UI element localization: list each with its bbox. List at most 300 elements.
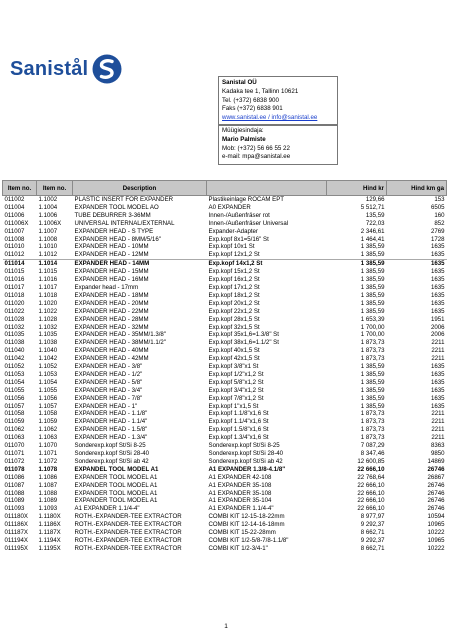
cell-price: 22 666,10 [357, 481, 385, 489]
cell-item-no-2: 1.1078 [38, 465, 58, 473]
cell-item-no-2: 1.1057 [38, 402, 58, 410]
cell-item-no-2: 1.1006X [38, 219, 62, 227]
cell-price: 1 385,59 [360, 378, 385, 386]
cell-description: EXPANDER HEAD - 32MM [74, 323, 149, 331]
cell-description-de: Exp.kopf 12x1,2 St [208, 251, 260, 259]
cell-description-de: Exp.kopf 1/2"x1,2 St [208, 370, 264, 378]
cell-description: EXPANDER HEAD - 5/8" [74, 378, 143, 386]
cell-description: EXPANDER HEAD - 20MM [74, 299, 149, 307]
cell-description: EXPANDER TOOL MODEL A1 [74, 489, 158, 497]
cell-item-no-2: 1.1017 [38, 283, 58, 291]
header-price: Hind kr [327, 181, 387, 196]
cell-description: EXPANDER HEAD - 42MM [74, 355, 149, 363]
cell-price: 8 662,71 [360, 529, 385, 537]
cell-item-no: 011195X [4, 544, 28, 552]
table-row [3, 243, 447, 251]
cell-price-vat: 1635 [430, 370, 445, 378]
cell-price: 12 600,85 [357, 457, 385, 465]
cell-price-vat: 1635 [430, 243, 445, 251]
cell-item-no: 011088 [4, 489, 25, 497]
cell-item-no: 011002 [4, 196, 25, 203]
cell-price-vat: 6505 [430, 203, 445, 211]
cell-description-de: Exp.kopf 28x1,5 St [208, 315, 260, 323]
table-row [3, 260, 447, 268]
cell-description: EXPANDER HEAD - 7/8" [74, 394, 143, 402]
cell-price-vat: 1635 [430, 299, 445, 307]
cell-price: 8 347,46 [360, 450, 385, 457]
cell-description: EXPANDER HEAD - 22MM [74, 307, 149, 315]
cell-price: 1 464,41 [360, 235, 385, 243]
cell-description: EXPANDER HEAD - 3/4" [74, 386, 143, 394]
cell-item-no: 011063 [4, 434, 25, 442]
cell-price-vat: 2006 [430, 331, 445, 339]
cell-item-no: 011087 [4, 481, 25, 489]
cell-item-no-2: 1.1015 [38, 268, 58, 276]
cell-description: EXPANDER TOOL MODEL A1 [74, 481, 158, 489]
cell-description: EXPANDER TOOL MODEL A1 [74, 497, 158, 505]
cell-description-de: Sonderexp.kopf St/Si 8-25 [208, 442, 280, 450]
table-row [3, 490, 447, 498]
cell-description: EXPANDER HEAD - 1/2" [74, 370, 143, 378]
header-description-de [207, 181, 327, 196]
cell-item-no-2: 1.1012 [38, 251, 58, 259]
cell-description-de: COMBI KIT 1/2-5/8-7/8-1.1/8" [208, 536, 289, 544]
cell-item-no-2: 1.1035 [38, 331, 58, 339]
cell-description-de: Exp.kopf 1.1/4"x1,6 St [208, 418, 269, 426]
table-row [3, 497, 447, 505]
cell-description-de: Exp.kopf 40x1,5 St [208, 347, 260, 355]
cell-item-no-2: 1.1086 [38, 473, 58, 481]
cell-description-de: Exp.kopf 1.5/8"x1,6 St [208, 426, 269, 434]
cell-item-no: 011187X [4, 529, 28, 537]
cell-description-de: Exp.kopf 3/8"x1 St [208, 363, 259, 371]
table-row [3, 268, 447, 276]
cell-item-no-2: 1.1070 [38, 442, 58, 450]
cell-item-no: 011093 [4, 505, 25, 513]
cell-price-vat: 1635 [430, 276, 445, 284]
cell-description: Sonderexp.kopf St/Si 28-40 [74, 450, 150, 457]
cell-item-no-2: 1.1194X [38, 536, 61, 544]
cell-price: 135,59 [365, 211, 385, 219]
cell-price: 2 346,61 [360, 227, 385, 235]
cell-description-de: COMBI KIT 12-14-16-18mm [208, 521, 285, 529]
table-header-row [3, 181, 447, 196]
sales-rep-name: Mario Palmiste [222, 135, 266, 143]
cell-item-no-2: 1.1032 [38, 323, 58, 331]
cell-description-de: A1 EXPANDER 35-108 [208, 489, 272, 497]
cell-description-de: Exp.kopf 7/8"x1,2 St [208, 394, 264, 402]
cell-item-no-2: 1.1022 [38, 307, 58, 315]
cell-price: 1 385,59 [327, 260, 387, 268]
cell-description-de: Innen-/Außenfräser Universal [208, 219, 289, 227]
cell-price-vat: 1728 [430, 235, 445, 243]
cell-description-de: Exp.kopf 35x1,6=1.3/8" St [208, 331, 279, 339]
table-row [3, 300, 447, 308]
cell-item-no-2: 1.1187X [38, 529, 61, 537]
cell-description: ROTH.-EXPANDER-TEE EXTRACTOR [74, 544, 182, 552]
table-row [3, 403, 447, 411]
cell-item-no: 011017 [4, 283, 25, 291]
cell-price: 1 385,59 [360, 394, 385, 402]
cell-description-de: Exp.kopf 16x1,2 St [208, 276, 260, 284]
cell-item-no: 011071 [4, 450, 25, 457]
cell-item-no-2: 1.1089 [38, 497, 58, 505]
cell-price: 1 385,59 [360, 307, 385, 315]
cell-description: Sonderexp.kopf St/Si 8-25 [74, 442, 146, 450]
cell-description-de: Exp.kopf 1.1/8"x1,6 St [208, 410, 269, 418]
cell-description-de: Exp.kopf 3/4"x1,2 St [208, 386, 264, 394]
cell-price-vat: 10594 [427, 513, 445, 521]
cell-price-vat: 26746 [427, 465, 445, 473]
cell-price: 1 873,73 [360, 339, 385, 347]
table-row [3, 228, 447, 236]
cell-price-vat: 2211 [431, 418, 445, 426]
table-row [3, 474, 447, 482]
cell-price: 1 385,59 [360, 370, 385, 378]
cell-item-no-2: 1.1020 [38, 299, 58, 307]
cell-description: A1 EXPANDER 1.1/4-4" [74, 505, 140, 513]
cell-price: 1 873,73 [360, 426, 385, 434]
cell-description: ROTH.-EXPANDER-TEE EXTRACTOR [74, 513, 182, 521]
cell-item-no-2: 1.1062 [38, 426, 58, 434]
cell-price-vat: 1635 [430, 291, 445, 299]
cell-item-no: 011004 [4, 203, 25, 211]
cell-description-de: Exp.kopf 14x1,2 St [207, 260, 327, 268]
cell-description-de: Exp.kopf 38x1,6=1.1/2" St [208, 339, 279, 347]
cell-item-no: 011089 [4, 497, 25, 505]
company-name: Sanistal OÜ [222, 79, 257, 86]
cell-description-de: Innen-/Außenfräser rot [208, 211, 270, 219]
cell-item-no-2: 1.1014 [37, 260, 73, 268]
cell-description-de: Exp.kopf 32x1,5 St [208, 323, 260, 331]
cell-item-no: 011040 [4, 347, 25, 355]
company-address: Kadaka tee 1, Tallinn 10621 [222, 87, 299, 95]
cell-price-vat: 1635 [430, 283, 445, 291]
cell-description: EXPANDER HEAD - 1.1/4" [74, 418, 148, 426]
cell-item-no: 011014 [3, 260, 37, 268]
cell-price: 1 385,59 [360, 283, 385, 291]
cell-item-no-2: 1.1040 [38, 347, 58, 355]
cell-description-de: A0 EXPANDER [208, 203, 251, 211]
cell-item-no-2: 1.1018 [38, 291, 58, 299]
cell-item-no-2: 1.1053 [38, 370, 58, 378]
sales-rep-mobile: Mob: (+372) 56 66 55 22 [222, 144, 290, 152]
sanistal-s-mark-icon [92, 54, 122, 84]
company-logo [10, 54, 122, 84]
cell-item-no-2: 1.1059 [38, 418, 58, 426]
cell-description: EXPANDER HEAD - 15MM [74, 268, 149, 276]
cell-price-vat: 1635 [430, 378, 445, 386]
cell-price-vat: 2211 [431, 410, 445, 418]
cell-description: EXPANDER HEAD - S TYPE [74, 227, 154, 235]
table-row [3, 395, 447, 403]
cell-description: EXPANDER HEAD - 3/8" [74, 363, 143, 371]
header-price-vat: Hind km ga [387, 181, 447, 196]
cell-item-no: 011194X [4, 536, 28, 544]
cell-price-vat: 26746 [427, 489, 445, 497]
cell-price-vat: 1635 [430, 251, 445, 259]
company-contact-box [218, 76, 338, 126]
table-row [3, 331, 447, 339]
cell-price-vat: 2211 [431, 426, 445, 434]
cell-item-no: 011006X [4, 219, 29, 227]
cell-item-no: 011062 [4, 426, 25, 434]
cell-item-no: 011058 [4, 410, 25, 418]
cell-price: 22 666,10 [357, 505, 385, 513]
cell-price: 9 292,37 [360, 536, 385, 544]
table-row [3, 442, 447, 450]
cell-price-vat: 1635 [430, 268, 445, 276]
table-row [3, 537, 447, 545]
cell-description: UNIVERSAL INTERNAL/EXTERNAL [74, 219, 175, 227]
table-row [3, 339, 447, 347]
table-row [3, 418, 447, 426]
table-row [3, 284, 447, 292]
cell-price: 129,66 [365, 196, 385, 203]
cell-description: EXPANDER HEAD - 12MM [74, 251, 149, 259]
table-row [3, 236, 447, 244]
cell-item-no-2: 1.1058 [38, 410, 58, 418]
cell-item-no-2: 1.1087 [38, 481, 58, 489]
table-row [3, 347, 447, 355]
cell-price: 1 385,59 [360, 251, 385, 259]
cell-description-de: Plastikeinlage ROCAM EPT [208, 196, 285, 203]
table-row [3, 363, 447, 371]
cell-description: EXPANDER HEAD - 18MM [74, 291, 149, 299]
table-row [3, 426, 447, 434]
cell-price-vat: 160 [434, 211, 445, 219]
cell-price-vat: 10222 [427, 529, 445, 537]
cell-price-vat: 1635 [387, 260, 447, 268]
cell-item-no-2: 1.1016 [38, 276, 58, 284]
cell-description-de: Exp.kopf 22x1,2 St [208, 307, 260, 315]
cell-description: EXPANDER HEAD - 40MM [74, 347, 149, 355]
cell-price-vat: 2006 [430, 323, 445, 331]
cell-item-no-2: 1.1056 [38, 394, 58, 402]
table-row [3, 204, 447, 212]
cell-description: TUBE DEBURRER 3-36MM [74, 211, 151, 219]
cell-item-no-2: 1.1072 [38, 457, 58, 465]
cell-description-de: Exp.kopf 10x1 St [208, 243, 255, 251]
cell-item-no: 011042 [4, 355, 25, 363]
cell-price-vat: 852 [434, 219, 445, 227]
table-row [3, 505, 447, 513]
cell-description-de: COMBI KIT 15-22-28mm [208, 529, 276, 537]
cell-description: EXPANDER HEAD - 14MM [73, 260, 207, 268]
cell-description: ROTH.-EXPANDER-TEE EXTRACTOR [74, 536, 182, 544]
cell-price: 1 873,73 [360, 410, 385, 418]
cell-description-de: Expander-Adapter [208, 227, 258, 235]
cell-description: EXPANDER TOOL MODEL A1 [74, 473, 158, 481]
table-row [3, 545, 447, 553]
cell-price: 1 873,73 [360, 355, 385, 363]
cell-price-vat: 1635 [430, 402, 445, 410]
cell-price-vat: 26746 [427, 497, 445, 505]
cell-item-no: 011028 [4, 315, 25, 323]
company-tel: Tel. (+372) 6838 900 [222, 96, 279, 104]
cell-price: 1 700,00 [360, 323, 385, 331]
cell-description-de: Sonderexp.kopf St/Si 28-40 [208, 450, 284, 457]
table-row [3, 308, 447, 316]
table-row [3, 466, 447, 474]
table-row [3, 212, 447, 220]
cell-description-de: Exp.kopf 5/8"x1,2 St [208, 378, 264, 386]
cell-description: EXPANDER HEAD - 16MM [74, 276, 149, 284]
cell-description-de: COMBI KIT 12-15-18-22mm [208, 513, 285, 521]
cell-item-no: 011186X [4, 521, 28, 529]
cell-price-vat: 1635 [430, 363, 445, 371]
cell-item-no: 011020 [4, 299, 25, 307]
cell-item-no-2: 1.1093 [38, 505, 58, 513]
cell-item-no: 011012 [4, 251, 25, 259]
cell-price: 8 662,71 [360, 544, 385, 552]
cell-item-no-2: 1.1028 [38, 315, 58, 323]
cell-price-vat: 10222 [427, 544, 445, 552]
table-row [3, 316, 447, 324]
cell-price: 1 700,00 [360, 331, 385, 339]
cell-item-no: 011038 [4, 339, 25, 347]
cell-price: 1 385,59 [360, 276, 385, 284]
cell-item-no: 011054 [4, 378, 25, 386]
cell-item-no-2: 1.1007 [38, 227, 58, 235]
cell-item-no-2: 1.1038 [38, 339, 58, 347]
price-list-table [2, 180, 447, 553]
company-web-link[interactable]: www.sanistal.ee / info@sanistal.ee [222, 114, 318, 122]
table-row [3, 458, 447, 466]
cell-description-de: Exp.kopf 42x1,5 St [208, 355, 260, 363]
cell-item-no: 011008 [4, 235, 25, 243]
logo-wordmark: Sanistål [10, 57, 89, 80]
cell-price-vat: 1635 [430, 394, 445, 402]
cell-price-vat: 1635 [430, 307, 445, 315]
table-row [3, 521, 447, 529]
table-row [3, 410, 447, 418]
cell-item-no: 011010 [4, 243, 25, 251]
cell-item-no-2: 1.1186X [38, 521, 61, 529]
cell-item-no: 011015 [4, 268, 25, 276]
header-description: Description [73, 181, 207, 196]
cell-price: 22 666,10 [357, 497, 385, 505]
table-row [3, 434, 447, 442]
cell-item-no: 011035 [4, 331, 25, 339]
table-row [3, 276, 447, 284]
cell-price: 722,03 [365, 219, 385, 227]
cell-item-no-2: 1.1042 [38, 355, 58, 363]
cell-description-de: A1 EXPANDER 35-104 [208, 497, 272, 505]
cell-item-no: 011070 [4, 442, 25, 450]
cell-price-vat: 14869 [427, 457, 445, 465]
table-row [3, 220, 447, 228]
cell-item-no: 011055 [4, 386, 25, 394]
cell-description-de: Exp.kopf 8x1=5/16" St [208, 235, 269, 243]
cell-price: 9 292,37 [360, 521, 385, 529]
cell-item-no-2: 1.1071 [38, 450, 58, 457]
cell-price-vat: 8363 [430, 442, 445, 450]
cell-price: 1 385,59 [360, 243, 385, 251]
cell-item-no: 011053 [4, 370, 25, 378]
cell-description: ROTH.-EXPANDER-TEE EXTRACTOR [74, 521, 182, 529]
cell-item-no: 011016 [4, 276, 25, 284]
cell-description: EXPANDEL TOOL MODEL A1 [74, 465, 159, 473]
cell-item-no: 011052 [4, 363, 25, 371]
cell-item-no-2: 1.1180X [38, 513, 61, 521]
cell-price-vat: 10965 [427, 521, 445, 529]
cell-description: EXPANDER HEAD - 1.5/8" [74, 426, 148, 434]
cell-item-no-2: 1.1054 [38, 378, 58, 386]
company-fax: Faks (+372) 6838 901 [222, 105, 283, 113]
sales-rep-label: Müügiesindaja: [222, 127, 264, 134]
cell-price: 1 873,73 [360, 434, 385, 442]
cell-price: 1 653,39 [360, 315, 385, 323]
cell-price: 1 873,73 [360, 347, 385, 355]
cell-description: EXPANDER TOOL MODEL AO [74, 203, 159, 211]
cell-item-no-2: 1.1010 [38, 243, 58, 251]
cell-description: Sonderexp.kopf St/Si ab 42 [74, 457, 149, 465]
table-row [3, 292, 447, 300]
cell-price-vat: 26867 [427, 473, 445, 481]
cell-description-de: Exp.kopf 18x1,2 St [208, 291, 260, 299]
cell-price-vat: 2211 [431, 339, 445, 347]
cell-price-vat: 1635 [430, 386, 445, 394]
table-row [3, 251, 447, 259]
cell-item-no: 011007 [4, 227, 25, 235]
cell-price: 1 385,59 [360, 386, 385, 394]
cell-price: 7 087,29 [360, 442, 385, 450]
table-row [3, 355, 447, 363]
cell-description: EXPANDER HEAD - 35MM/1.3/8" [74, 331, 166, 339]
table-row [3, 482, 447, 490]
cell-description: EXPANDER HEAD - 1" [74, 402, 138, 410]
cell-item-no-2: 1.1006 [38, 211, 58, 219]
cell-item-no: 011072 [4, 457, 25, 465]
cell-description-de: Exp.kopf 15x1,2 St [208, 268, 260, 276]
cell-price: 22 666,10 [357, 489, 385, 497]
cell-description: EXPANDER HEAD - 8MM/5/16" [74, 235, 161, 243]
cell-price-vat: 1951 [430, 315, 445, 323]
table-row [3, 324, 447, 332]
cell-item-no: 011059 [4, 418, 25, 426]
cell-item-no: 011018 [4, 291, 25, 299]
cell-price: 1 385,59 [360, 291, 385, 299]
page-number: 1 [224, 623, 228, 630]
cell-description-de: A1 EXPANDER 42-108 [208, 473, 272, 481]
sales-rep-box [218, 124, 338, 165]
cell-item-no: 011086 [4, 473, 25, 481]
cell-item-no: 011056 [4, 394, 25, 402]
cell-price: 1 873,73 [360, 418, 385, 426]
table-row [3, 450, 447, 458]
cell-item-no: 011006 [4, 211, 25, 219]
cell-item-no-2: 1.1055 [38, 386, 58, 394]
cell-price-vat: 9850 [430, 450, 445, 457]
cell-description: EXPANDER HEAD - 28MM [74, 315, 149, 323]
cell-price-vat: 26746 [427, 505, 445, 513]
cell-price-vat: 26746 [427, 481, 445, 489]
cell-item-no: 011078 [4, 465, 25, 473]
table-row [3, 529, 447, 537]
cell-price-vat: 2211 [431, 355, 445, 363]
cell-description-de: A1 EXPANDER 1.1/4-4" [208, 505, 274, 513]
cell-price: 1 385,59 [360, 268, 385, 276]
cell-description-de: Sonderexp.kopf St/Si ab 42 [208, 457, 283, 465]
table-row [3, 387, 447, 395]
cell-item-no-2: 1.1052 [38, 363, 58, 371]
cell-description: ROTH.-EXPANDER-TEE EXTRACTOR [74, 529, 182, 537]
cell-item-no: 011180X [4, 513, 28, 521]
cell-price: 5 512,71 [360, 203, 385, 211]
cell-item-no-2: 1.1004 [38, 203, 58, 211]
cell-description: EXPANDER HEAD - 1.1/8" [74, 410, 148, 418]
